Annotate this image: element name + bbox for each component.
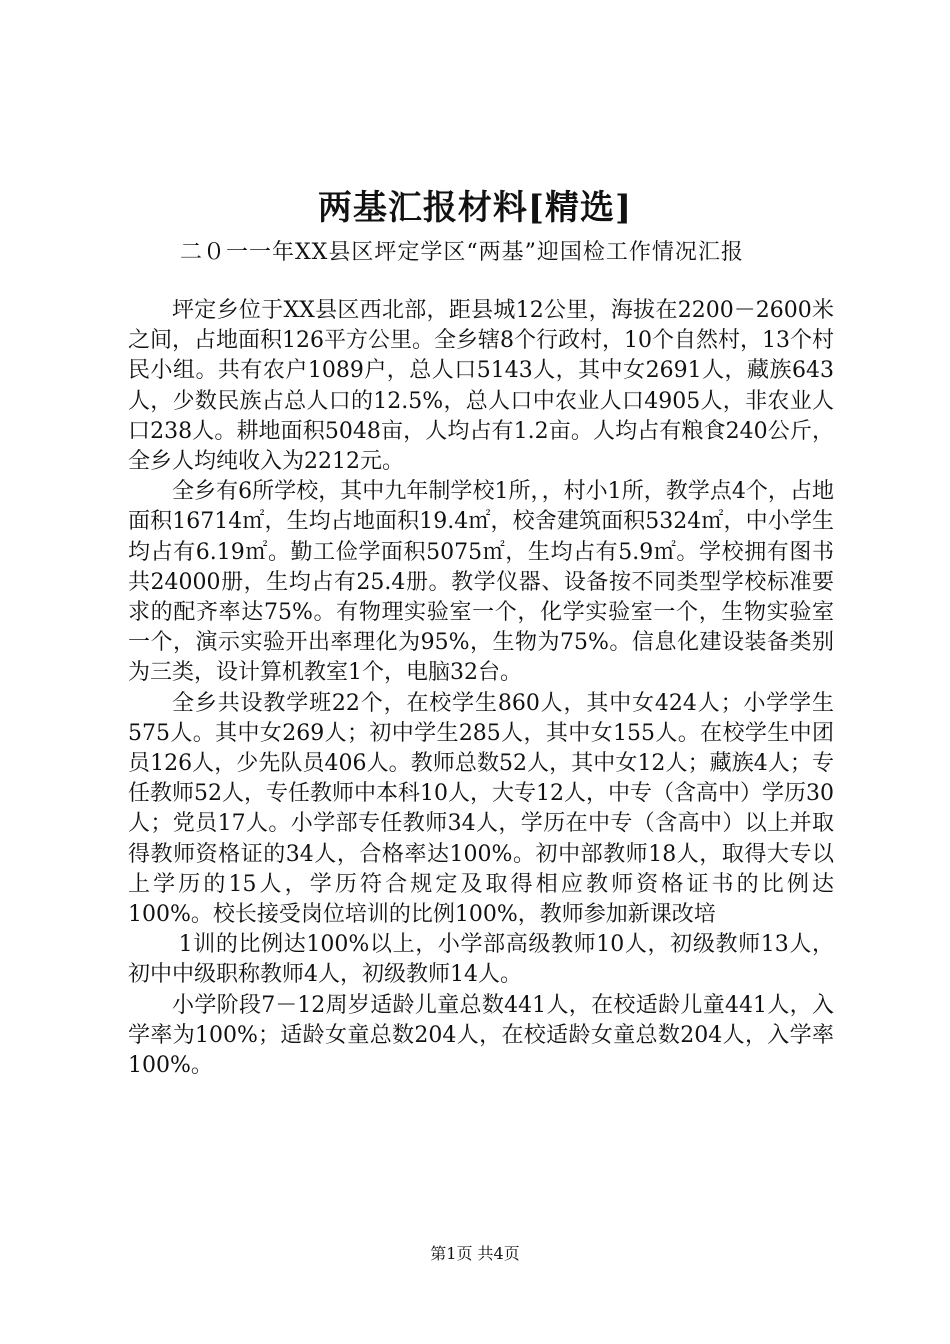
page-footer: 第1页 共4页 <box>430 1244 520 1263</box>
paragraph: 坪定乡位于XX县区西北部，距县城12公里，海拔在2200－2600米之间，占地面积126平方公里。全乡辖8个行政村，10个自然村，13个村民小组。共有农户1089户，总人口5143人，其中女2691人，藏族643人，少数民族占总人口的12.5%，总人口中农业人口4905人，非农业人口238人。耕地面积5048亩，人均占有1.2亩。人均占有粮食240公斤，全乡人均纯收入为2212元。 <box>128 298 834 475</box>
document-body <box>128 296 834 1081</box>
paragraph: 小学阶段7－12周岁适龄儿童总数441人，在校适龄儿童441人，入学率为100%；适龄女童总数204人，在校适龄女童总数204人，入学率100%。 <box>128 992 834 1079</box>
document-title: 两基汇报材料[精选] <box>317 188 633 228</box>
paragraph: 1训的比例达100%以上，小学部高级教师10人，初级教师13人，初中中级职称教师4人，初级教师14人。 <box>128 932 834 988</box>
document-subtitle: 二０一一年XX县区坪定学区“两基”迎国检工作情况汇报 <box>180 240 744 265</box>
paragraph: 全乡共设教学班22个，在校学生860人，其中女424人；小学学生575人。其中女269人；初中学生285人，其中女155人。在校学生中团员126人，少先队员406人。教师总数52人，其中女12人；藏族4人；专任教师52人，专任教师中本科10人，大专12人，中专（含高中）学历30人；党员17人。小学部专任教师34人，学历在中专（含高中）以上并取得教师资格证的34人，合格率达100%。初中部教师18人，取得大专以上学历的15人，学历符合规定及取得相应教师资格证书的比例达100%。校长接受岗位培训的比例100%，教师参加新课改培 <box>128 690 834 928</box>
paragraph: 全乡有6所学校，其中九年制学校1所，，村小1所，教学点4个，占地面积16714㎡，生均占地面积19.4㎡，校舍建筑面积5324㎡，中小学生均占有6.19㎡。勤工俭学面积5075㎡，生均占有5.9㎡。学校拥有图书共24000册，生均占有25.4册。教学仪器、设备按不同类型学校标准要求的配齐率达75%。有物理实验室一个，化学实验室一个，生物实验室一个，演示实验开出率理化为95%，生物为75%。信息化建设装备类别为三类，设计算机教室1个，电脑32台。 <box>128 479 834 686</box>
